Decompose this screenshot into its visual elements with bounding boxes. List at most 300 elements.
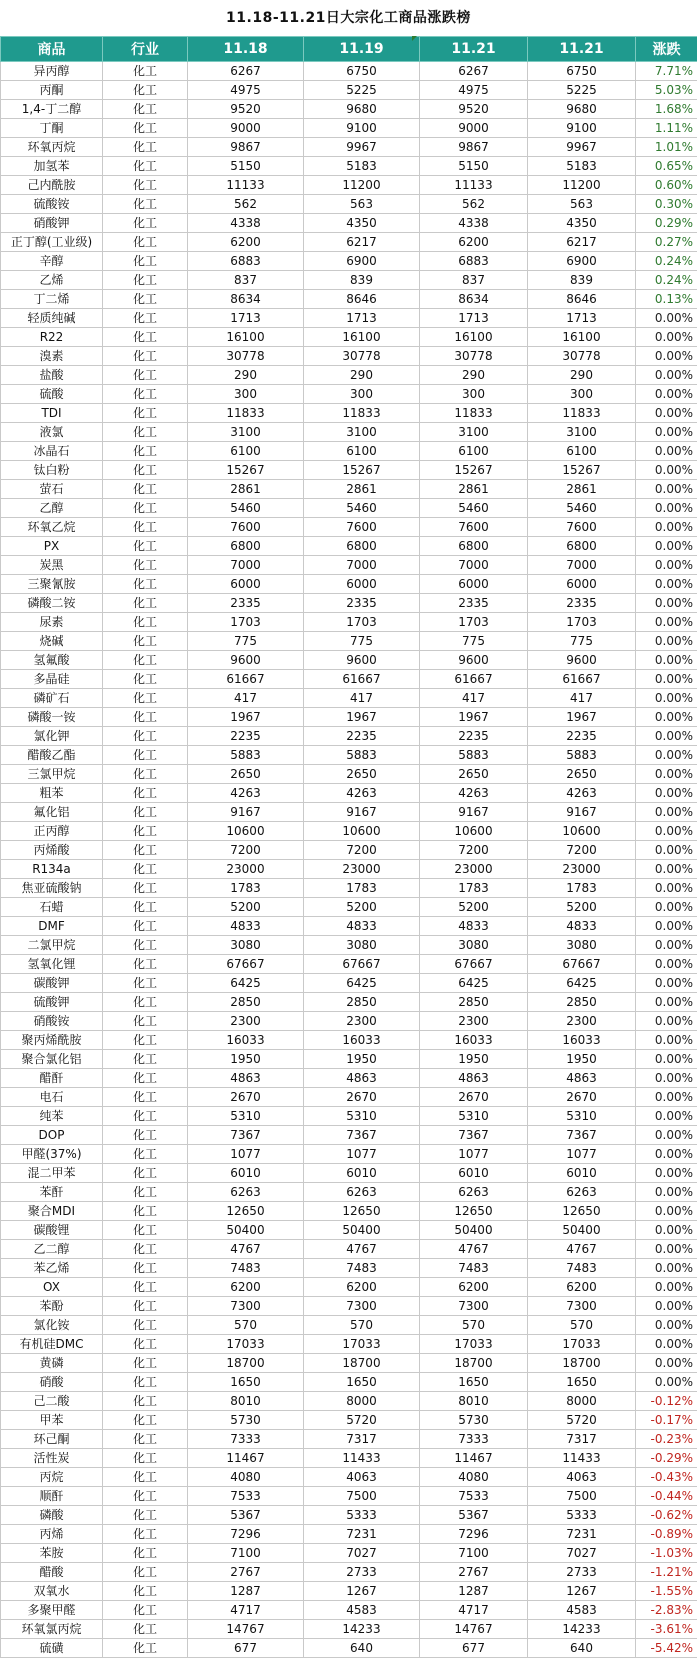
- cell-date-3: 2235: [420, 727, 528, 746]
- cell-change: 0.00%: [636, 480, 697, 499]
- cell-date-1: 12650: [188, 1202, 304, 1221]
- cell-change: 0.00%: [636, 499, 697, 518]
- cell-industry: 化工: [103, 461, 188, 480]
- cell-date-1: 2850: [188, 993, 304, 1012]
- cell-date-4: 6425: [528, 974, 636, 993]
- cell-date-4: 30778: [528, 347, 636, 366]
- cell-change: 0.00%: [636, 1221, 697, 1240]
- cell-change: 0.00%: [636, 575, 697, 594]
- cell-commodity: 正丁醇(工业级): [1, 233, 103, 252]
- cell-date-3: 11833: [420, 404, 528, 423]
- cell-industry: 化工: [103, 138, 188, 157]
- table-row: [1, 1259, 697, 1278]
- table-row: [1, 1468, 697, 1487]
- cell-date-4: 2670: [528, 1088, 636, 1107]
- cell-date-3: 5730: [420, 1411, 528, 1430]
- table-row: [1, 328, 697, 347]
- cell-date-3: 1703: [420, 613, 528, 632]
- cell-date-3: 1950: [420, 1050, 528, 1069]
- table-row: [1, 556, 697, 575]
- cell-industry: 化工: [103, 1525, 188, 1544]
- cell-commodity: 乙醇: [1, 499, 103, 518]
- cell-date-3: 16033: [420, 1031, 528, 1050]
- table-row: [1, 309, 697, 328]
- cell-date-2: 2300: [304, 1012, 420, 1031]
- cell-industry: 化工: [103, 670, 188, 689]
- cell-date-4: 5883: [528, 746, 636, 765]
- cell-date-4: 17033: [528, 1335, 636, 1354]
- cell-date-2: 9967: [304, 138, 420, 157]
- header-commodity: 商品: [1, 37, 103, 62]
- cell-change: 0.00%: [636, 1012, 697, 1031]
- cell-date-1: 837: [188, 271, 304, 290]
- cell-date-2: 7317: [304, 1430, 420, 1449]
- cell-industry: 化工: [103, 1107, 188, 1126]
- cell-commodity: 尿素: [1, 613, 103, 632]
- cell-date-3: 9520: [420, 100, 528, 119]
- cell-industry: 化工: [103, 1487, 188, 1506]
- cell-date-1: 6200: [188, 1278, 304, 1297]
- cell-date-4: 7367: [528, 1126, 636, 1145]
- cell-industry: 化工: [103, 765, 188, 784]
- cell-date-4: 9680: [528, 100, 636, 119]
- cell-date-3: 4863: [420, 1069, 528, 1088]
- cell-date-4: 4767: [528, 1240, 636, 1259]
- cell-industry: 化工: [103, 632, 188, 651]
- cell-date-1: 9600: [188, 651, 304, 670]
- table-row: [1, 385, 697, 404]
- cell-industry: 化工: [103, 1145, 188, 1164]
- cell-date-4: 14233: [528, 1620, 636, 1639]
- cell-date-3: 6200: [420, 233, 528, 252]
- table-row: [1, 290, 697, 309]
- table-row: [1, 613, 697, 632]
- cell-commodity: 氯化钾: [1, 727, 103, 746]
- cell-industry: 化工: [103, 1335, 188, 1354]
- cell-date-4: 3100: [528, 423, 636, 442]
- cell-change: 0.00%: [636, 879, 697, 898]
- cell-commodity: 液氯: [1, 423, 103, 442]
- cell-commodity: 多聚甲醛: [1, 1601, 103, 1620]
- cell-date-2: 6010: [304, 1164, 420, 1183]
- cell-date-2: 775: [304, 632, 420, 651]
- cell-industry: 化工: [103, 1506, 188, 1525]
- table-row: [1, 993, 697, 1012]
- cell-date-4: 5333: [528, 1506, 636, 1525]
- cell-commodity: 硫酸: [1, 385, 103, 404]
- cell-date-4: 6010: [528, 1164, 636, 1183]
- cell-date-2: 1077: [304, 1145, 420, 1164]
- cell-date-4: 640: [528, 1639, 636, 1658]
- cell-change: 0.00%: [636, 632, 697, 651]
- cell-industry: 化工: [103, 1069, 188, 1088]
- cell-commodity: 乙二醇: [1, 1240, 103, 1259]
- cell-date-2: 7367: [304, 1126, 420, 1145]
- cell-industry: 化工: [103, 1259, 188, 1278]
- cell-industry: 化工: [103, 1563, 188, 1582]
- table-body: [1, 62, 697, 1658]
- cell-commodity: 焦亚硫酸钠: [1, 879, 103, 898]
- cell-date-1: 6200: [188, 233, 304, 252]
- cell-date-3: 7296: [420, 1525, 528, 1544]
- table-row: [1, 81, 697, 100]
- cell-date-4: 839: [528, 271, 636, 290]
- cell-change: 0.00%: [636, 917, 697, 936]
- table-row: [1, 765, 697, 784]
- cell-change: -3.61%: [636, 1620, 697, 1639]
- cell-commodity: 正丙醇: [1, 822, 103, 841]
- cell-change: -0.17%: [636, 1411, 697, 1430]
- cell-date-4: 6100: [528, 442, 636, 461]
- cell-date-4: 7600: [528, 518, 636, 537]
- cell-date-4: 11433: [528, 1449, 636, 1468]
- cell-date-4: 9100: [528, 119, 636, 138]
- cell-change: 0.00%: [636, 347, 697, 366]
- cell-commodity: DOP: [1, 1126, 103, 1145]
- cell-date-4: 9167: [528, 803, 636, 822]
- cell-date-1: 67667: [188, 955, 304, 974]
- cell-commodity: 苯乙烯: [1, 1259, 103, 1278]
- cell-date-2: 4833: [304, 917, 420, 936]
- cell-date-4: 1713: [528, 309, 636, 328]
- cell-date-2: 16033: [304, 1031, 420, 1050]
- cell-commodity: 电石: [1, 1088, 103, 1107]
- cell-date-2: 6750: [304, 62, 420, 81]
- cell-date-1: 16100: [188, 328, 304, 347]
- cell-industry: 化工: [103, 879, 188, 898]
- cell-date-4: 2733: [528, 1563, 636, 1582]
- cell-change: 0.00%: [636, 841, 697, 860]
- cell-date-4: 5720: [528, 1411, 636, 1430]
- cell-date-1: 7333: [188, 1430, 304, 1449]
- table-row: [1, 461, 697, 480]
- cell-date-4: 6000: [528, 575, 636, 594]
- table-row: [1, 271, 697, 290]
- cell-date-1: 2300: [188, 1012, 304, 1031]
- cell-date-3: 7533: [420, 1487, 528, 1506]
- cell-date-3: 562: [420, 195, 528, 214]
- cell-date-1: 61667: [188, 670, 304, 689]
- table-row: [1, 1601, 697, 1620]
- cell-date-2: 4063: [304, 1468, 420, 1487]
- cell-date-2: 7300: [304, 1297, 420, 1316]
- cell-change: 0.00%: [636, 727, 697, 746]
- table-row: [1, 1240, 697, 1259]
- cell-date-1: 8010: [188, 1392, 304, 1411]
- cell-date-3: 4767: [420, 1240, 528, 1259]
- table-row: [1, 594, 697, 613]
- cell-commodity: 钛白粉: [1, 461, 103, 480]
- cell-date-1: 7367: [188, 1126, 304, 1145]
- table-row: [1, 347, 697, 366]
- cell-date-1: 6267: [188, 62, 304, 81]
- cell-change: -1.03%: [636, 1544, 697, 1563]
- cell-industry: 化工: [103, 1297, 188, 1316]
- cell-date-4: 6800: [528, 537, 636, 556]
- cell-commodity: 三氯甲烷: [1, 765, 103, 784]
- cell-change: 0.00%: [636, 936, 697, 955]
- cell-date-4: 12650: [528, 1202, 636, 1221]
- cell-date-1: 5460: [188, 499, 304, 518]
- cell-date-4: 7231: [528, 1525, 636, 1544]
- cell-industry: 化工: [103, 1316, 188, 1335]
- cell-date-2: 570: [304, 1316, 420, 1335]
- cell-commodity: 磷酸二铵: [1, 594, 103, 613]
- cell-date-3: 1650: [420, 1373, 528, 1392]
- cell-change: 0.00%: [636, 328, 697, 347]
- cell-change: 0.00%: [636, 1354, 697, 1373]
- cell-date-2: 5460: [304, 499, 420, 518]
- table-row: [1, 1050, 697, 1069]
- cell-change: 0.00%: [636, 1126, 697, 1145]
- cell-date-2: 50400: [304, 1221, 420, 1240]
- table-row: [1, 404, 697, 423]
- cell-commodity: 多晶硅: [1, 670, 103, 689]
- cell-date-1: 4338: [188, 214, 304, 233]
- table-row: [1, 119, 697, 138]
- cell-industry: 化工: [103, 518, 188, 537]
- table-row: [1, 708, 697, 727]
- page-title: 11.18-11.21日大宗化工商品涨跌榜: [0, 0, 697, 36]
- cell-date-4: 6900: [528, 252, 636, 271]
- cell-date-2: 1267: [304, 1582, 420, 1601]
- cell-industry: 化工: [103, 480, 188, 499]
- cell-date-4: 2335: [528, 594, 636, 613]
- cell-commodity: 辛醇: [1, 252, 103, 271]
- cell-date-2: 563: [304, 195, 420, 214]
- cell-change: 1.11%: [636, 119, 697, 138]
- cell-date-3: 775: [420, 632, 528, 651]
- cell-industry: 化工: [103, 119, 188, 138]
- cell-date-3: 4975: [420, 81, 528, 100]
- cell-date-1: 1950: [188, 1050, 304, 1069]
- cell-change: 0.00%: [636, 366, 697, 385]
- cell-date-3: 17033: [420, 1335, 528, 1354]
- cell-commodity: 醋酸: [1, 1563, 103, 1582]
- table-row: [1, 1449, 697, 1468]
- cell-commodity: R22: [1, 328, 103, 347]
- cell-date-3: 11467: [420, 1449, 528, 1468]
- cell-date-2: 15267: [304, 461, 420, 480]
- cell-date-2: 11833: [304, 404, 420, 423]
- cell-date-1: 4833: [188, 917, 304, 936]
- cell-industry: 化工: [103, 556, 188, 575]
- cell-change: -0.89%: [636, 1525, 697, 1544]
- cell-change: 0.00%: [636, 974, 697, 993]
- cell-date-1: 15267: [188, 461, 304, 480]
- cell-industry: 化工: [103, 727, 188, 746]
- cell-commodity: 硝酸钾: [1, 214, 103, 233]
- table-row: [1, 1544, 697, 1563]
- cell-date-3: 9167: [420, 803, 528, 822]
- cell-date-3: 4263: [420, 784, 528, 803]
- cell-date-3: 6000: [420, 575, 528, 594]
- cell-date-3: 7200: [420, 841, 528, 860]
- table-row: [1, 746, 697, 765]
- cell-date-4: 6263: [528, 1183, 636, 1202]
- cell-industry: 化工: [103, 613, 188, 632]
- cell-change: 0.00%: [636, 1240, 697, 1259]
- cell-date-3: 18700: [420, 1354, 528, 1373]
- cell-industry: 化工: [103, 1449, 188, 1468]
- cell-date-2: 640: [304, 1639, 420, 1658]
- cell-date-4: 1967: [528, 708, 636, 727]
- cell-date-4: 2650: [528, 765, 636, 784]
- cell-date-2: 2335: [304, 594, 420, 613]
- cell-change: -5.42%: [636, 1639, 697, 1658]
- cell-date-1: 14767: [188, 1620, 304, 1639]
- cell-date-4: 7483: [528, 1259, 636, 1278]
- cell-commodity: 乙烯: [1, 271, 103, 290]
- cell-date-2: 14233: [304, 1620, 420, 1639]
- cell-industry: 化工: [103, 157, 188, 176]
- cell-date-2: 6000: [304, 575, 420, 594]
- cell-date-3: 6800: [420, 537, 528, 556]
- cell-date-1: 1703: [188, 613, 304, 632]
- cell-date-1: 6883: [188, 252, 304, 271]
- cell-change: 0.00%: [636, 423, 697, 442]
- cell-date-2: 4863: [304, 1069, 420, 1088]
- cell-date-1: 7300: [188, 1297, 304, 1316]
- cell-date-3: 2861: [420, 480, 528, 499]
- cell-date-2: 4767: [304, 1240, 420, 1259]
- cell-date-4: 8646: [528, 290, 636, 309]
- cell-date-2: 5883: [304, 746, 420, 765]
- cell-date-1: 1967: [188, 708, 304, 727]
- cell-date-1: 7000: [188, 556, 304, 575]
- table-row: [1, 727, 697, 746]
- cell-industry: 化工: [103, 1278, 188, 1297]
- table-row: [1, 1069, 697, 1088]
- cell-date-3: 7300: [420, 1297, 528, 1316]
- table-row: [1, 651, 697, 670]
- table-row: [1, 442, 697, 461]
- cell-date-1: 2861: [188, 480, 304, 499]
- cell-change: 0.00%: [636, 746, 697, 765]
- cell-change: -0.12%: [636, 1392, 697, 1411]
- cell-date-2: 5200: [304, 898, 420, 917]
- cell-date-3: 300: [420, 385, 528, 404]
- cell-change: 0.24%: [636, 252, 697, 271]
- cell-date-2: 2861: [304, 480, 420, 499]
- cell-date-2: 300: [304, 385, 420, 404]
- cell-industry: 化工: [103, 442, 188, 461]
- cell-date-1: 3100: [188, 423, 304, 442]
- table-row: [1, 803, 697, 822]
- table-row: [1, 480, 697, 499]
- cell-date-1: 5730: [188, 1411, 304, 1430]
- cell-date-1: 7296: [188, 1525, 304, 1544]
- cell-date-3: 3080: [420, 936, 528, 955]
- cell-change: 0.00%: [636, 1259, 697, 1278]
- cell-date-4: 4863: [528, 1069, 636, 1088]
- cell-date-4: 6217: [528, 233, 636, 252]
- cell-industry: 化工: [103, 1392, 188, 1411]
- table-row: [1, 423, 697, 442]
- cell-industry: 化工: [103, 537, 188, 556]
- cell-date-3: 4080: [420, 1468, 528, 1487]
- cell-change: 0.00%: [636, 993, 697, 1012]
- cell-commodity: 醋酐: [1, 1069, 103, 1088]
- cell-industry: 化工: [103, 271, 188, 290]
- cell-date-1: 6000: [188, 575, 304, 594]
- cell-date-2: 17033: [304, 1335, 420, 1354]
- cell-change: 0.00%: [636, 1069, 697, 1088]
- cell-date-2: 3080: [304, 936, 420, 955]
- cell-date-1: 5310: [188, 1107, 304, 1126]
- cell-date-3: 2670: [420, 1088, 528, 1107]
- cell-commodity: 石蜡: [1, 898, 103, 917]
- cell-date-1: 6263: [188, 1183, 304, 1202]
- table-row: [1, 1582, 697, 1601]
- cell-date-4: 4263: [528, 784, 636, 803]
- cell-commodity: 丁二烯: [1, 290, 103, 309]
- cell-date-4: 9967: [528, 138, 636, 157]
- cell-date-1: 4767: [188, 1240, 304, 1259]
- cell-date-3: 9600: [420, 651, 528, 670]
- cell-commodity: 氢氟酸: [1, 651, 103, 670]
- table-row: [1, 1506, 697, 1525]
- table-row: [1, 879, 697, 898]
- cell-change: -0.62%: [636, 1506, 697, 1525]
- cell-date-2: 1650: [304, 1373, 420, 1392]
- cell-date-4: 4833: [528, 917, 636, 936]
- table-row: [1, 784, 697, 803]
- table-row: [1, 157, 697, 176]
- cell-date-3: 5310: [420, 1107, 528, 1126]
- table-row: [1, 860, 697, 879]
- cell-industry: 化工: [103, 803, 188, 822]
- cell-date-2: 1950: [304, 1050, 420, 1069]
- cell-change: -0.44%: [636, 1487, 697, 1506]
- cell-date-4: 1650: [528, 1373, 636, 1392]
- cell-date-3: 1967: [420, 708, 528, 727]
- cell-change: 5.03%: [636, 81, 697, 100]
- header-date-1: 11.18: [188, 37, 304, 62]
- table-row: [1, 1373, 697, 1392]
- cell-change: 0.00%: [636, 1335, 697, 1354]
- header-industry: 行业: [103, 37, 188, 62]
- cell-industry: 化工: [103, 1639, 188, 1658]
- cell-date-4: 5310: [528, 1107, 636, 1126]
- cell-date-1: 417: [188, 689, 304, 708]
- cell-industry: 化工: [103, 822, 188, 841]
- cell-date-2: 6425: [304, 974, 420, 993]
- cell-date-2: 7231: [304, 1525, 420, 1544]
- cell-commodity: 萤石: [1, 480, 103, 499]
- cell-industry: 化工: [103, 347, 188, 366]
- cell-date-4: 1077: [528, 1145, 636, 1164]
- table-row: [1, 1316, 697, 1335]
- cell-date-3: 4717: [420, 1601, 528, 1620]
- cell-change: 0.00%: [636, 1316, 697, 1335]
- cell-commodity: 聚合MDI: [1, 1202, 103, 1221]
- table-row: [1, 518, 697, 537]
- cell-date-3: 9867: [420, 138, 528, 157]
- cell-date-3: 7000: [420, 556, 528, 575]
- cell-commodity: 环氧氯丙烷: [1, 1620, 103, 1639]
- cell-date-2: 18700: [304, 1354, 420, 1373]
- cell-date-1: 4975: [188, 81, 304, 100]
- cell-date-1: 6100: [188, 442, 304, 461]
- cell-industry: 化工: [103, 1050, 188, 1069]
- cell-date-2: 7500: [304, 1487, 420, 1506]
- table-row: [1, 1430, 697, 1449]
- cell-date-4: 563: [528, 195, 636, 214]
- cell-industry: 化工: [103, 328, 188, 347]
- cell-date-1: 11467: [188, 1449, 304, 1468]
- cell-date-2: 1713: [304, 309, 420, 328]
